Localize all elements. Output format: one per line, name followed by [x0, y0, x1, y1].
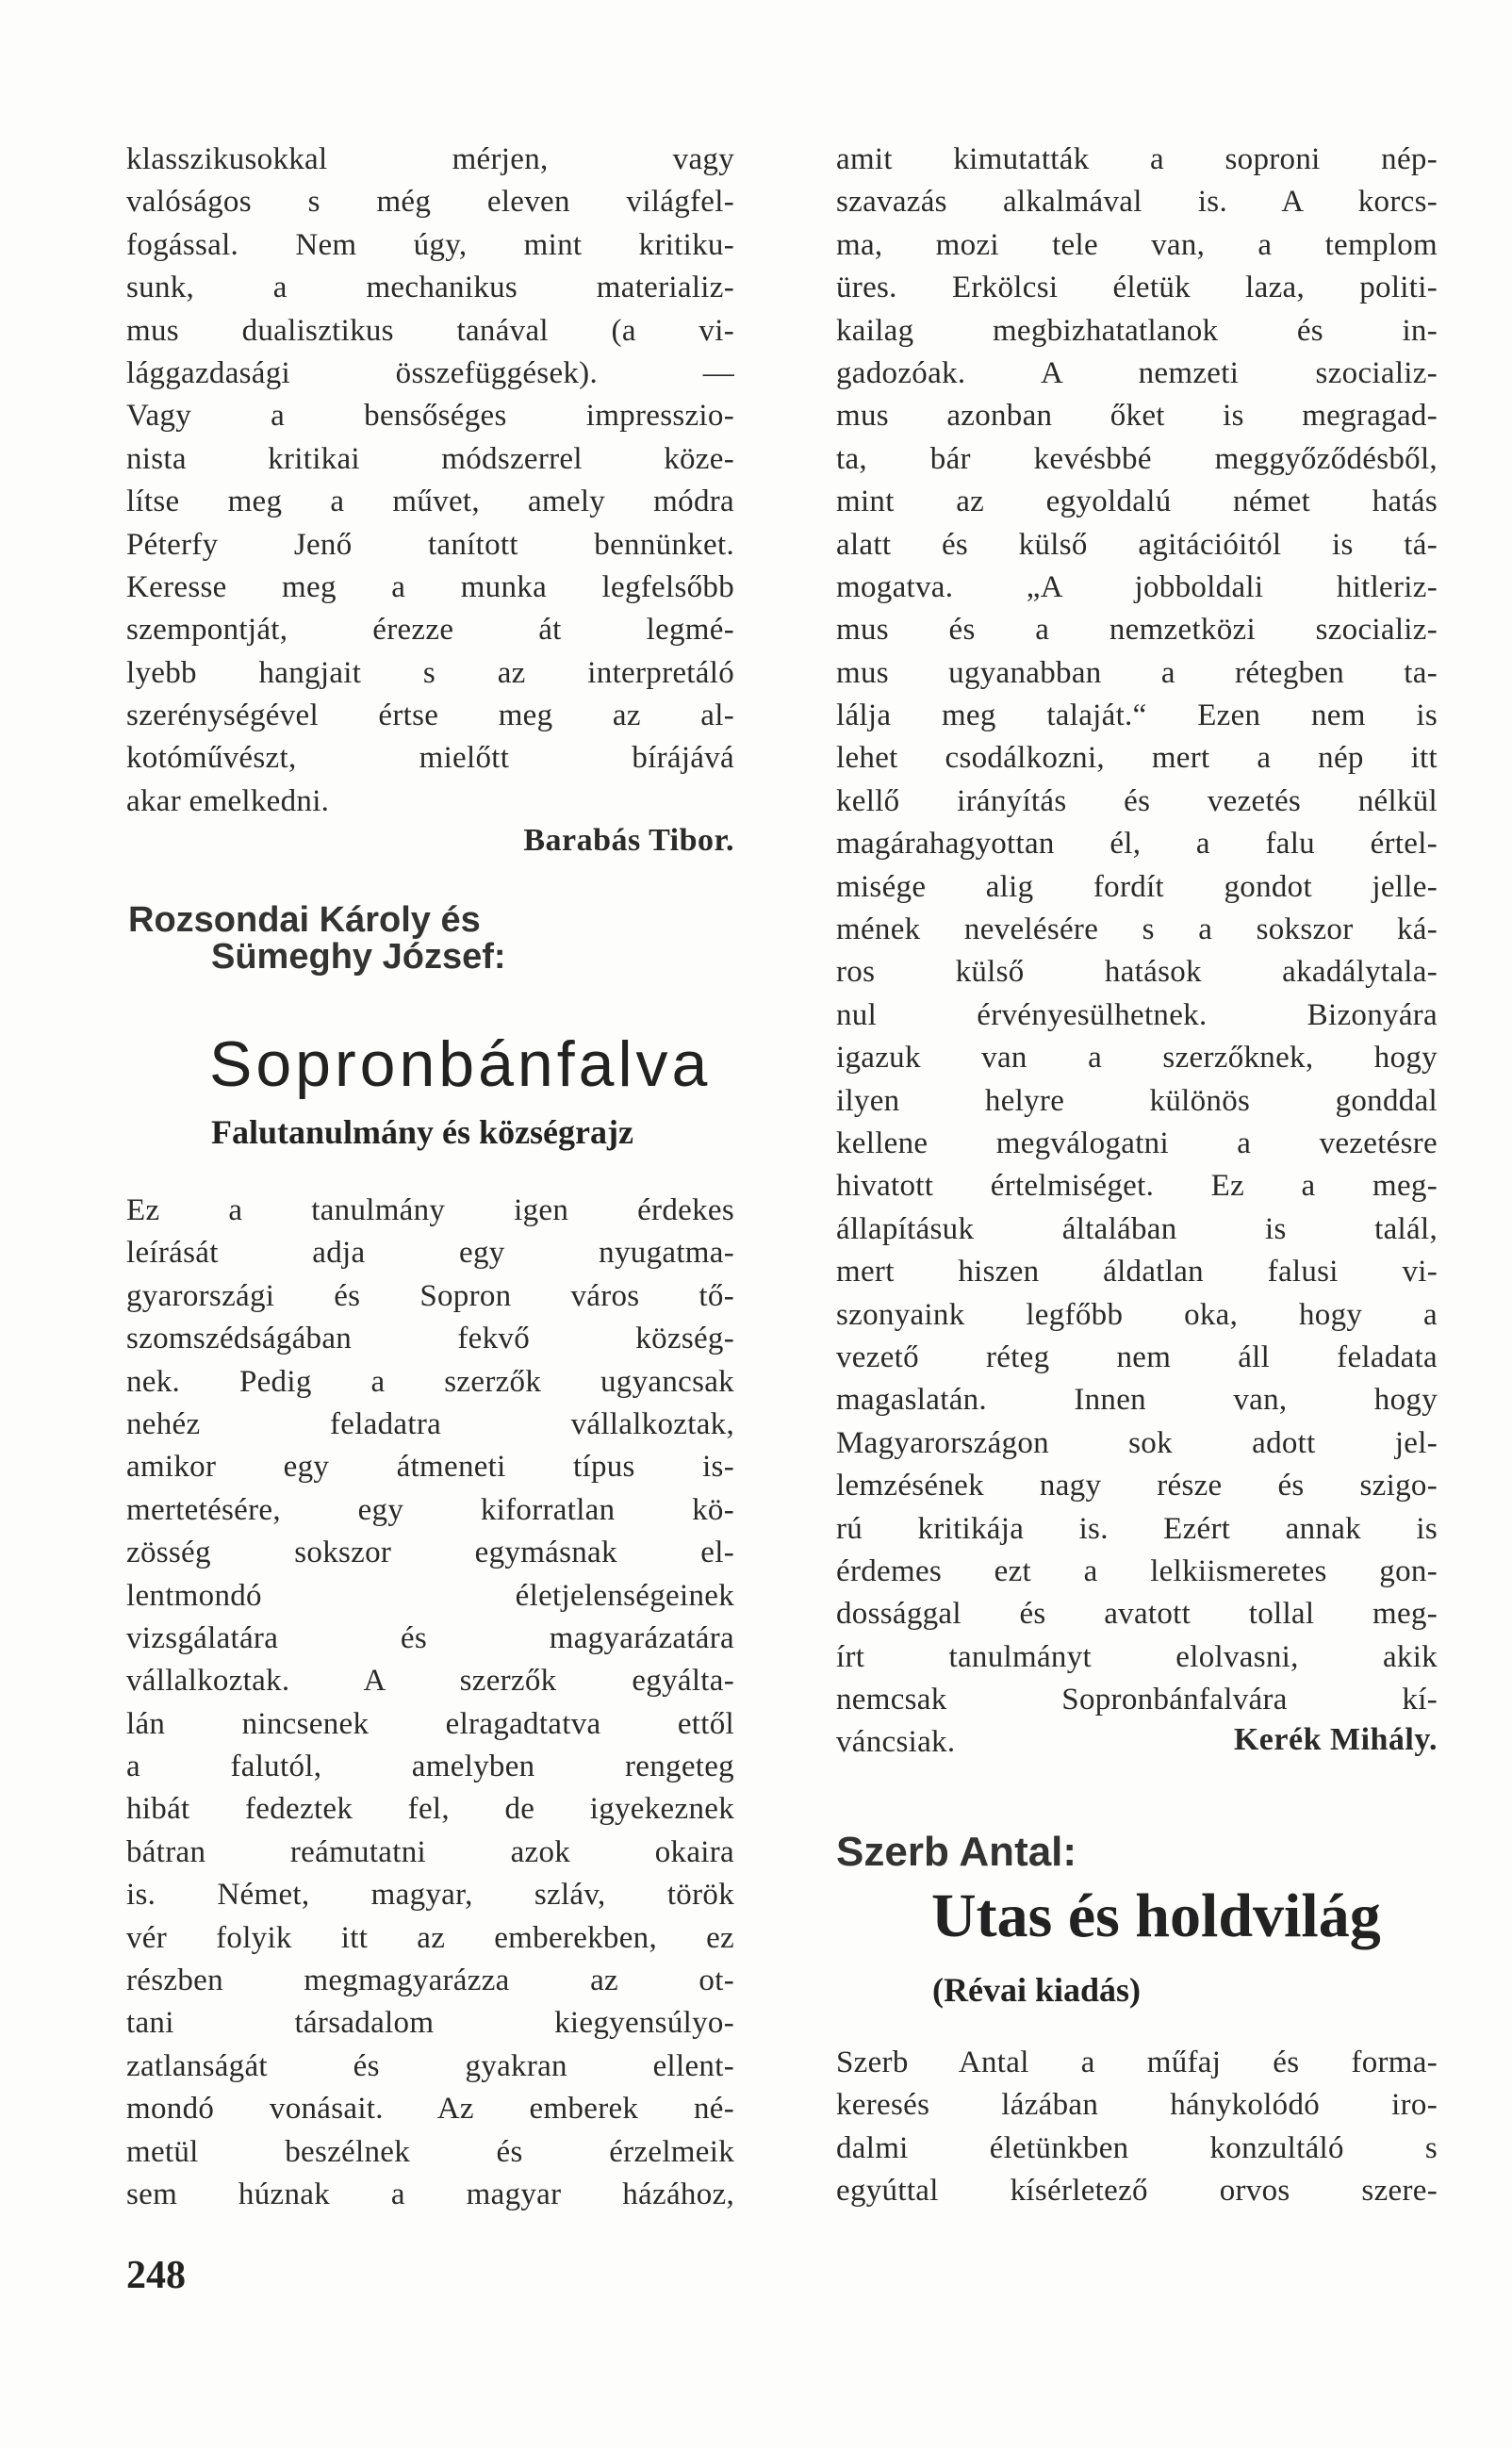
text-line: mének nevelésére s a sokszor ká- — [836, 912, 1438, 947]
text-line: Magyarországon sok adott jel- — [836, 1425, 1438, 1460]
text-line: a falutól, amelyben rengeteg — [126, 1750, 734, 1784]
text-line: rú kritikája is. Ezért annak is — [836, 1511, 1438, 1546]
review-title: Sopronbánfalva — [209, 1028, 712, 1100]
text-line: bátran reámutatni azok okaira — [126, 1834, 734, 1869]
text-line: kailag megbizhatatlanok és in- — [836, 313, 1438, 348]
text-line: Szerb Antal a műfaj és forma- — [836, 2045, 1438, 2079]
text-line: mus és a nemzetközi szocializ- — [836, 613, 1438, 648]
text-line: szomszédságában fekvő község- — [126, 1322, 734, 1356]
review-author-line1: Rozsondai Károly és — [128, 900, 481, 940]
review-signature: Kerék Mihály. — [1233, 1722, 1438, 1757]
text-line: nul érvényesülhetnek. Bizonyára — [836, 997, 1438, 1032]
text-line: érdemes ezt a lelkiismeretes gon- — [836, 1553, 1438, 1588]
text-line: mus ugyanabban a rétegben ta- — [836, 655, 1438, 690]
text-line: egyúttal kísérletező orvos szere- — [836, 2174, 1438, 2209]
text-line: vér folyik itt az emberekben, ez — [126, 1920, 734, 1955]
text-line: sem húznak a magyar házához, — [126, 2177, 734, 2211]
text-line: kotóművészt, mielőtt bírájává — [126, 741, 734, 776]
text-line: kellő irányítás és vezetés nélkül — [836, 783, 1438, 818]
text-line: Keresse meg a munka legfelsőbb — [126, 569, 734, 604]
text-line: magárahagyottan él, a falu értel- — [836, 827, 1438, 862]
text-line: misége alig fordít gondot jelle- — [836, 869, 1438, 904]
text-line: ilyen helyre különös gonddal — [836, 1083, 1438, 1118]
text-line: Ez a tanulmány igen érdekes — [126, 1193, 734, 1227]
review2-subtitle: (Révai kiadás) — [932, 1971, 1142, 2009]
text-line: Vagy a bensőséges impresszio- — [126, 399, 734, 434]
text-line: gadozóak. A nemzeti szocializ- — [836, 355, 1438, 390]
text-line: nek. Pedig a szerzők ugyancsak — [126, 1364, 734, 1399]
text-line: szavazás alkalmával is. A korcs- — [836, 185, 1438, 220]
text-line: mogatva. „A jobboldali hitleriz- — [836, 569, 1438, 604]
text-line: lággazdasági összefüggések). — — [126, 355, 734, 390]
left-review-text — [126, 1190, 734, 2216]
text-line: lyebb hangjait s az interpretáló — [126, 655, 734, 690]
text-line: hivatott értelmiséget. Ez a meg- — [836, 1169, 1438, 1204]
text-line: valóságos s még eleven világfel- — [126, 185, 734, 220]
text-line: szonyaink legfőbb oka, hogy a — [836, 1297, 1438, 1332]
text-line: akar emelkedni. — [126, 783, 330, 818]
text-line: metül beszélnek és érzelmeik — [126, 2134, 734, 2169]
text-line: nehéz feladatra vállalkoztak, — [126, 1406, 734, 1441]
text-line: dossággal és avatott tollal meg- — [836, 1597, 1438, 1632]
right-review2-text — [836, 2042, 1438, 2213]
text-line: leírását adja egy nyugatma- — [126, 1236, 734, 1271]
text-line: hibát fedeztek fel, de igyekeznek — [126, 1792, 734, 1827]
text-line: keresés lázában hánykolódó iro- — [836, 2088, 1438, 2123]
text-line: igazuk van a szerzőknek, hogy — [836, 1041, 1438, 1076]
text-line: állapításuk általában is talál, — [836, 1211, 1438, 1246]
text-line: vállalkoztak. A szerzők egyálta- — [126, 1664, 734, 1699]
text-line: váncsiak. — [836, 1725, 956, 1760]
text-line: amikor egy átmeneti típus is- — [126, 1450, 734, 1485]
text-line: amit kimutatták a soproni nép- — [836, 142, 1438, 176]
text-line: részben megmagyarázza az ot- — [126, 1963, 734, 1998]
review2-author: Szerb Antal: — [836, 1829, 1077, 1875]
text-line: mondó vonásait. Az emberek né- — [126, 2092, 734, 2127]
text-line: ta, bár kevésbbé meggyőződésből, — [836, 441, 1438, 476]
review-subtitle: Falutanulmány és községrajz — [211, 1113, 633, 1151]
text-line: Péterfy Jenő tanított bennünket. — [126, 527, 734, 562]
text-line: üres. Erkölcsi életük laza, politi- — [836, 271, 1438, 305]
text-line: vizsgálatára és magyarázatára — [126, 1620, 734, 1655]
text-line: dalmi életünkben konzultáló s — [836, 2130, 1438, 2165]
text-line: kellene megválogatni a vezetésre — [836, 1125, 1438, 1160]
text-line: sunk, a mechanikus materializ- — [126, 271, 734, 305]
text-line: mert hiszen áldatlan falusi vi- — [836, 1255, 1438, 1290]
text-line: ros külső hatások akadálytala- — [836, 955, 1438, 990]
text-line: alatt és külső agitációitól is tá- — [836, 527, 1438, 562]
review2-title: Utas és holdvilág — [931, 1881, 1381, 1950]
text-line: nista kritikai módszerrel köze- — [126, 441, 734, 476]
text-line: lemzésének nagy része és szigo- — [836, 1469, 1438, 1503]
text-line: mus azonban őket is megragad- — [836, 399, 1438, 434]
text-line: lehet csodálkozni, mert a nép itt — [836, 741, 1438, 776]
text-line: gyarországi és Sopron város tő- — [126, 1278, 734, 1313]
text-line: lán nincsenek elragadtatva ettől — [126, 1706, 734, 1741]
text-line: fogással. Nem úgy, mint kritiku- — [126, 227, 734, 262]
text-line: zösség sokszor egymásnak el- — [126, 1536, 734, 1570]
text-line: lítse meg a művet, amely módra — [126, 485, 734, 519]
text-line: magaslatán. Innen van, hogy — [836, 1383, 1438, 1418]
text-line: szerénységével értse meg az al- — [126, 698, 734, 733]
text-line: lentmondó életjelenségeinek — [126, 1578, 734, 1613]
text-line: klasszikusokkal mérjen, vagy — [126, 142, 734, 176]
text-line: mint az egyoldalú német hatás — [836, 485, 1438, 519]
text-line: nemcsak Sopronbánfalvára kí- — [836, 1683, 1438, 1717]
intro-signature: Barabás Tibor. — [523, 823, 734, 858]
left-intro-text — [126, 139, 734, 823]
review-author-line2: Sümeghy József: — [211, 937, 506, 977]
text-line: zatlanságát és gyakran ellent- — [126, 2048, 734, 2083]
page-number: 248 — [126, 2254, 186, 2297]
text-line: tani társadalom kiegyensúlyo- — [126, 2006, 734, 2041]
text-line: ma, mozi tele van, a templom — [836, 227, 1438, 262]
text-line: mertetésére, egy kiforratlan kö- — [126, 1492, 734, 1527]
text-line: szempontját, érezze át legmé- — [126, 613, 734, 648]
text-line: írt tanulmányt elolvasni, akik — [836, 1639, 1438, 1674]
text-line: mus dualisztikus tanával (a vi- — [126, 313, 734, 348]
text-line: vezető réteg nem áll feladata — [836, 1339, 1438, 1374]
text-line: lálja meg talaját.“ Ezen nem is — [836, 698, 1438, 733]
right-review-text — [836, 139, 1438, 1765]
text-line: is. Német, magyar, szláv, török — [126, 1878, 734, 1913]
